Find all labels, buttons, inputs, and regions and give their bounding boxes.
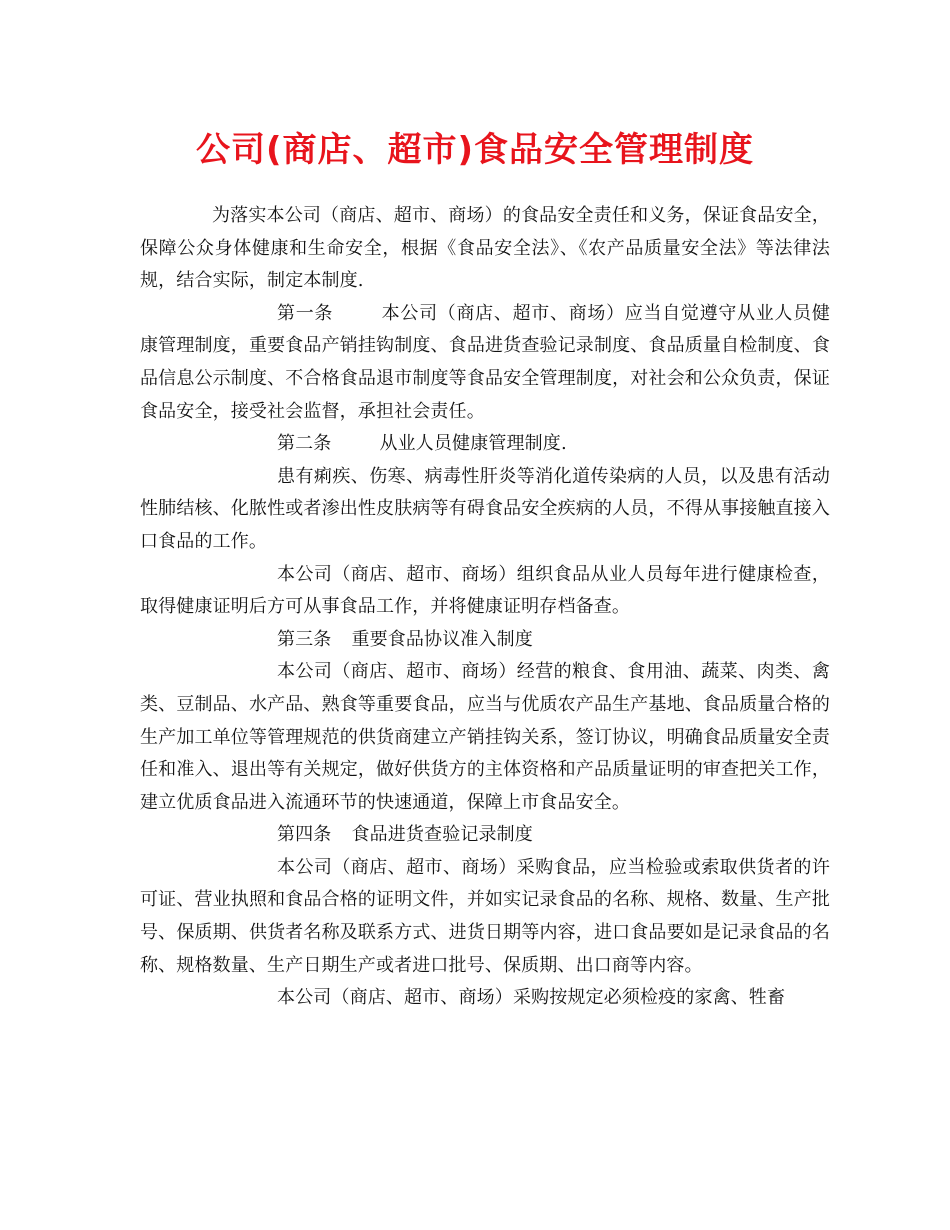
article-2-number: 第二条 <box>277 433 332 455</box>
article-4-heading-line <box>140 819 830 852</box>
article-1-paragraph <box>140 298 830 428</box>
article-2-heading: 从业人员健康管理制度. <box>379 433 567 455</box>
article-2-paragraph-2: 本公司（商店、超市、商场）组织食品从业人员每年进行健康检查，取得健康证明后方可从事食品工作，并将健康证明存档备查。 <box>140 563 830 618</box>
article-4-paragraph-1: 本公司（商店、超市、商场）采购食品，应当检验或索取供货者的许可证、营业执照和食品合格的证明文件，并如实记录食品的名称、规格、数量、生产批号、保质期、供货者名称及联系方式、进货日期等内容，进口食品要如是记录食品的名称、规格数量、生产日期生产或者进口批号、保质期、出口商等内容。 <box>140 856 830 976</box>
article-4-paragraph-2: 本公司（商店、超市、商场）采购按规定必须检疫的家禽、牲畜 <box>277 987 786 1009</box>
article-2-paragraph-1: 患有痢疾、伤寒、病毒性肝炎等消化道传染病的人员，以及患有活动性肺结核、化脓性或者渗出性皮肤病等有碍食品安全疾病的人员，不得从事接触直接入口食品的工作。 <box>140 465 830 552</box>
article-3-number: 第三条 <box>277 628 332 650</box>
preamble-paragraph: 为落实本公司（商店、超市、商场）的食品安全责任和义务，保证食品安全，保障公众身体健康和生命安全，根据《食品安全法》、《农产品质量安全法》等法律法规，结合实际，制定本制度. <box>140 205 830 292</box>
document-title: 公司(商店、超市)食品安全管理制度 <box>195 130 755 170</box>
article-2-heading-line <box>140 428 830 461</box>
article-3-heading-line <box>140 624 830 657</box>
article-1-number: 第一条 <box>277 302 334 324</box>
article-4-number: 第四条 <box>277 824 332 846</box>
article-4-heading: 食品进货查验记录制度 <box>351 824 533 846</box>
article-1-text: 本公司（商店、超市、商场）应当自觉遵守从业人员健康管理制度，重要食品产销挂钩制度、食品进货查验记录制度、食品质量自检制度、食品信息公示制度、不合格食品退市制度等食品安全管理制度，对社会和公众负责，保证食品安全，接受社会监督，承担社会责任。 <box>140 302 830 422</box>
article-3-heading: 重要食品协议准入制度 <box>351 628 533 650</box>
document-body <box>140 200 830 1015</box>
article-3-paragraph-1: 本公司（商店、超市、商场）经营的粮食、食用油、蔬菜、肉类、禽类、豆制品、水产品、熟食等重要食品，应当与优质农产品生产基地、食品质量合格的生产加工单位等管理规范的供货商建立产销挂钩关系，签订协议，明确食品质量安全责任和准入、退出等有关规定，做好供货方的主体资格和产品质量证明的审查把关工作，建立优质食品进入流通环节的快速通道，保障上市食品安全。 <box>140 661 830 813</box>
